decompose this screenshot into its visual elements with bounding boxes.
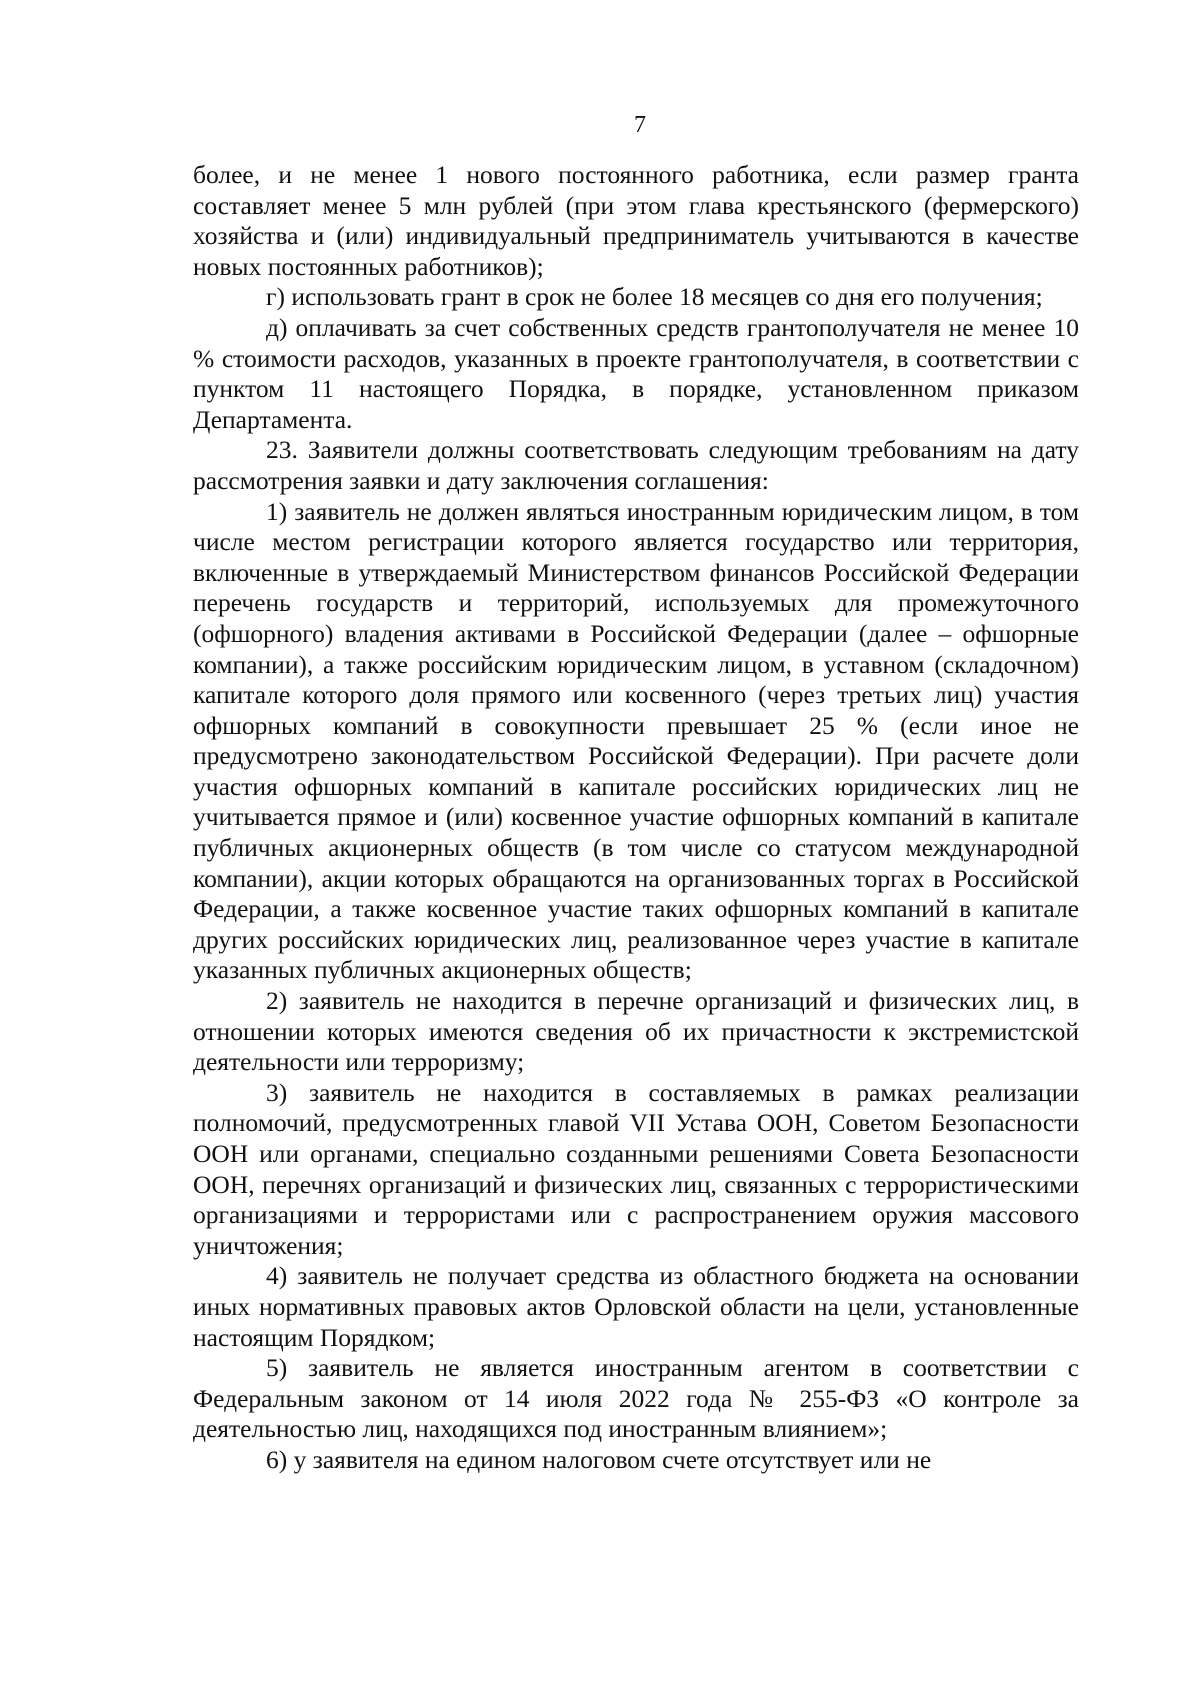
paragraph: 3) заявитель не находится в составляемых в рамках реализации полномочий, предусмотренных главой VII Устава ООН, Советом Безопасности ООН или органами, специально созданными решениями Совета Безопасности ООН, перечнях организаций и физических лиц, связанных с террористическими организациями и террористами или с распространением оружия массового уничтожения; [193,1077,1079,1260]
paragraph: д) оплачивать за счет собственных средств грантополучателя не менее 10 % стоимости расходов, указанных в проекте грантополучателя, в соответствии с пунктом 11 настоящего Порядка, в порядке, установленном приказом Департамента. [193,312,1079,434]
document-body [193,160,1079,1476]
paragraph: г) использовать грант в срок не более 18 месяцев со дня его получения; [266,282,1043,312]
paragraph: 23. Заявители должны соответствовать следующим требованиям на дату рассмотрения заявки и дату заключения соглашения: [193,435,1079,495]
paragraph: 2) заявитель не находится в перечне организаций и физических лиц, в отношении которых имеются сведения об их причастности к экстремистской деятельности или терроризму; [193,986,1079,1077]
paragraph: 4) заявитель не получает средства из областного бюджета на основании иных нормативных правовых актов Орловской области на цели, установленные настоящим Порядком; [193,1261,1079,1352]
paragraph: 6) у заявителя на едином налоговом счете отсутствует или не [266,1444,932,1474]
page-number: 7 [634,112,646,138]
paragraph: более, и не менее 1 нового постоянного работника, если размер гранта составляет менее 5 млн рублей (при этом глава крестьянского (фермерского) хозяйства и (или) индивидуальный предприниматель учитываются в качестве новых постоянных работников); [193,160,1079,281]
paragraph: 1) заявитель не должен являться иностранным юридическим лицом, в том числе местом регистрации которого является государство или территория, включенные в утверждаемый Министерством финансов Российской Федерации перечень государств и территорий, используемых для промежуточного (офшорного) владения активами в Российской Федерации (далее – офшорные компании), а также российским юридическим лицом, в уставном (складочном) капитале которого доля прямого или косвенного (через третьих лиц) участия офшорных компаний в совокупности превышает 25 % (если иное не предусмотрено законодательством Российской Федерации). При расчете доли участия офшорных компаний в капитале российских юридических лиц не учитывается прямое и (или) косвенное участие офшорных компаний в капитале публичных акционерных обществ (в том числе со статусом международной компании), акции которых обращаются на организованных торгах в Российской Федерации, а также косвенное участие таких офшорных компаний в капитале других российских юридических лиц, реализованное через участие в капитале указанных публичных акционерных обществ; [193,496,1079,985]
paragraph: 5) заявитель не является иностранным агентом в соответствии с Федеральным законом от 14 июля 2022 года № 255-ФЗ «О контроле за деятельностью лиц, находящихся под иностранным влиянием»; [193,1353,1079,1444]
